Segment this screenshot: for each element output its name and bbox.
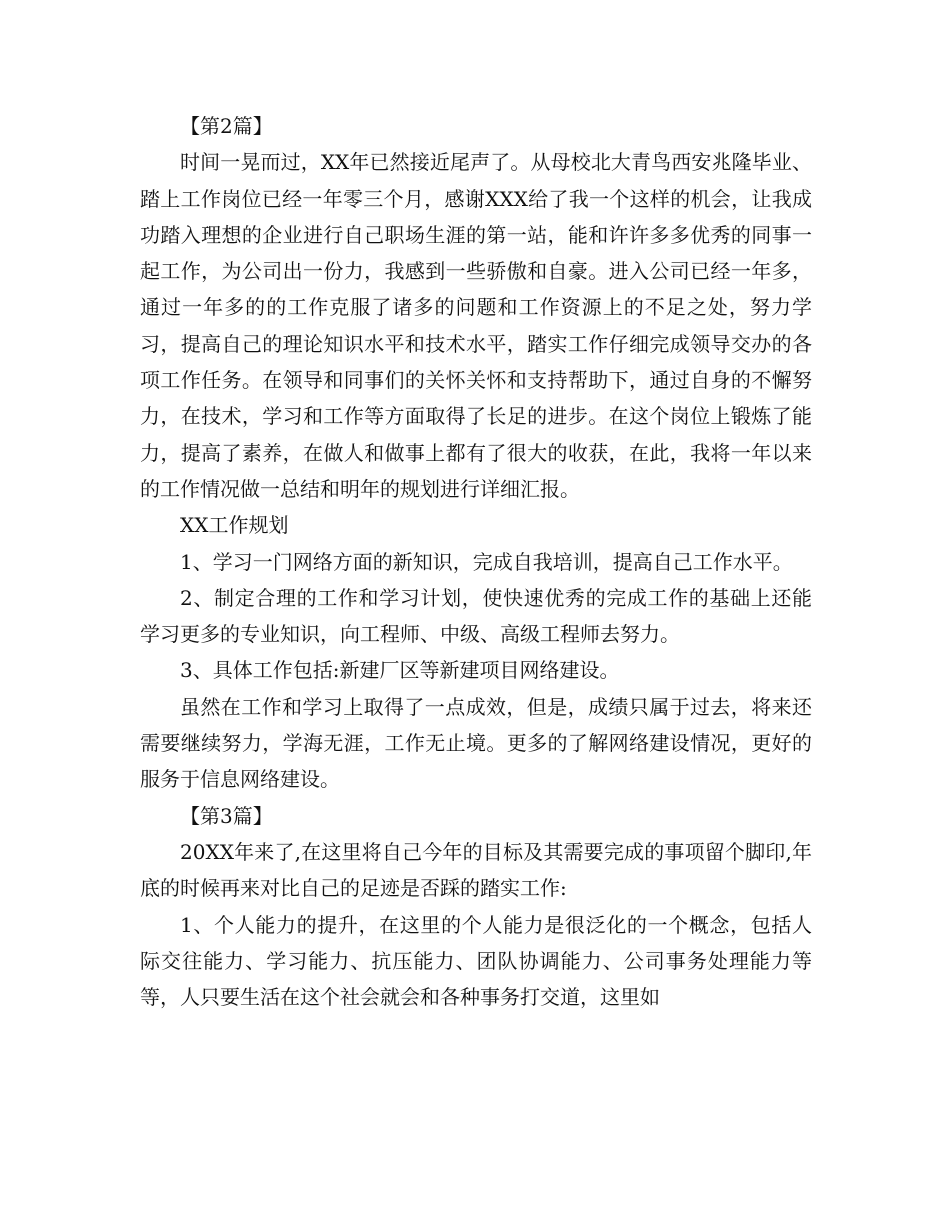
paragraph-plan-title: XX工作规划	[180, 513, 289, 538]
section-heading-2: 【第2篇】	[180, 114, 273, 138]
section-heading-3: 【第3篇】	[180, 803, 273, 828]
paragraph-plan-item-3: 3、具体工作包括:新建厂区等新建项目网络建设。	[180, 658, 620, 683]
paragraph-intro: 时间一晃而过，XX年已然接近尾声了。从母校北大青鸟西安兆隆毕业、踏上工作岗位已经一年零三个月，感谢XXX给了我一个这样的机会，让我成功踏入理想的企业进行自己职场生涯的第一站，能和许许多多优秀的同事一起工作，为公司出一份力，我感到一些骄傲和自豪。进入公司已经一年多，通过一年多的的工作克服了诸多的问题和工作资源上的不足之处，努力学习，提高自己的理论知识水平和技术水平，踏实工作仔细完成领导交办的各项工作任务。在领导和同事们的关怀关怀和支持帮助下，通过自身的不懈努力，在技术，学习和工作等方面取得了长足的进步。在这个岗位上锻炼了能力，提高了素养，在做人和做事上都有了很大的收获，在此，我将一年以来的工作情况做一总结和明年的规划进行详细汇报。	[140, 150, 812, 501]
paragraph-conclusion: 虽然在工作和学习上取得了一点成效，但是，成绩只属于过去，将来还需要继续努力，学海无涯，工作无止境。更多的了解网络建设情况，更好的服务于信息网络建设。	[140, 694, 812, 792]
document-body	[140, 108, 812, 1015]
paragraph-goals-intro: 20XX年来了,在这里将自己今年的目标及其需要完成的事项留个脚印,年底的时候再来对比自己的足迹是否踩的踏实工作:	[140, 839, 812, 901]
paragraph-goal-item-1: 1、个人能力的提升，在这里的个人能力是很泛化的一个概念，包括人际交往能力、学习能力、抗压能力、团队协调能力、公司事务处理能力等等，人只要生活在这个社会就会和各种事务打交道，这里如	[140, 912, 812, 1010]
paragraph-plan-item-1: 1、学习一门网络方面的新知识，完成自我培训，提高自己工作水平。	[180, 549, 793, 574]
paragraph-plan-item-2: 2、制定合理的工作和学习计划，使快速优秀的完成工作的基础上还能学习更多的专业知识，向工程师、中级、高级工程师去努力。	[140, 585, 812, 647]
